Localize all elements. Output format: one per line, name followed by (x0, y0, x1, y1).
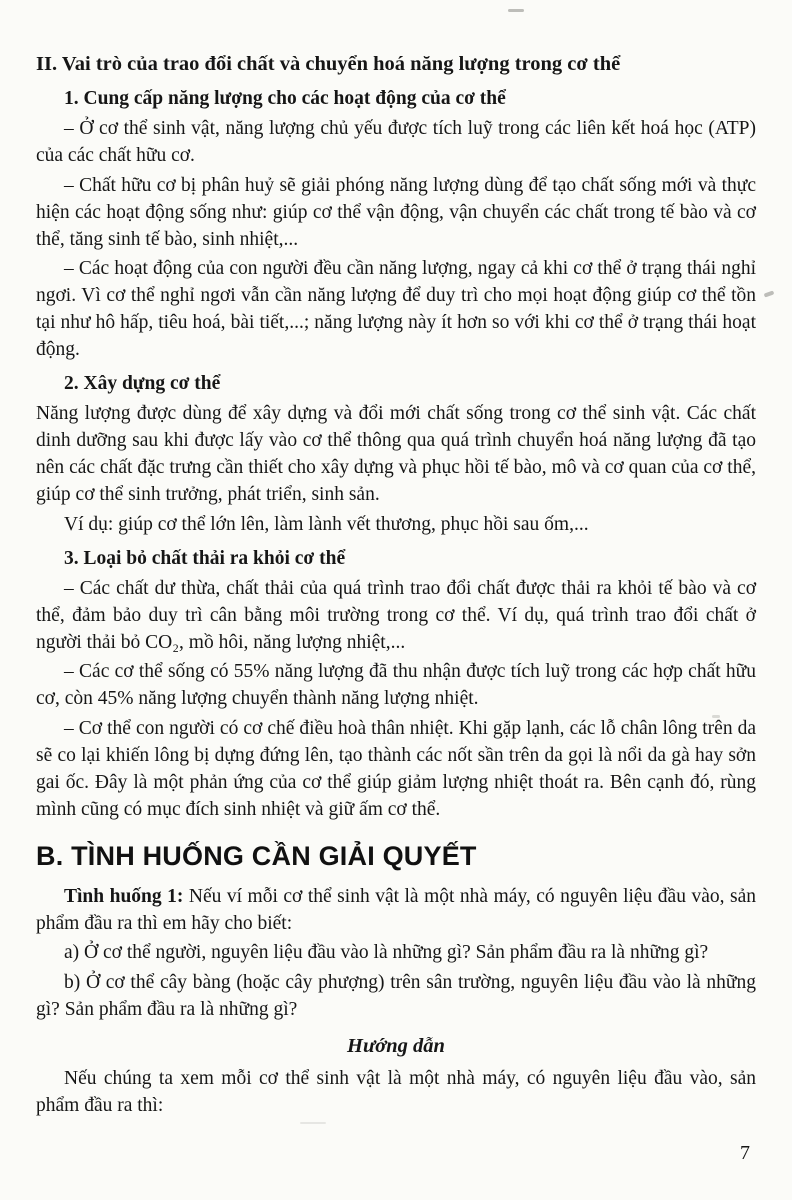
situation-1-text: Nếu ví mỗi cơ thể sinh vật là một nhà máy, có nguyên liệu đầu vào, sản phẩm đầu ra thì em hãy cho biết: (36, 885, 756, 934)
situation-1-label: Tình huống 1: (64, 885, 184, 907)
section-b-heading: B. TÌNH HUỐNG CẦN GIẢI QUYẾT (36, 840, 477, 871)
scan-artifact (508, 9, 524, 12)
subsection-3-heading: 3. Loại bỏ chất thải ra khỏi cơ thể (64, 547, 346, 569)
paragraph-s1-1: – Ở cơ thể sinh vật, năng lượng chủ yếu được tích luỹ trong các liên kết hoá học (ATP) của các chất hữu cơ. (36, 118, 756, 166)
scan-artifact (712, 715, 720, 718)
page-number: 7 (740, 1142, 750, 1164)
paragraph-s2-1: Năng lượng được dùng để xây dựng và đổi mới chất sống trong cơ thể sinh vật. Các chất dinh dưỡng sau khi được lấy vào cơ thể thông qua quá trình chuyển hoá năng lượng đã tạo nên các chất đặc trưng cần thiết cho xây dựng và phục hồi tế bào, mô và cơ quan của cơ thể, giúp cơ thể sinh trưởng, phát triển, sinh sản. (36, 403, 756, 505)
paragraph-s1-2: – Chất hữu cơ bị phân huỷ sẽ giải phóng năng lượng dùng để tạo chất sống mới và thực hiện các hoạt động sống như: giúp cơ thể vận động, vận chuyển các chất trong tế bào và cơ thể, tăng sinh tế bào, sinh nhiệt,... (36, 174, 756, 250)
guide-intro-paragraph: Nếu chúng ta xem mỗi cơ thể sinh vật là một nhà máy, có nguyên liệu đầu vào, sản phẩm đầu ra thì: (36, 1067, 756, 1116)
scan-artifact (300, 1122, 326, 1124)
question-b: b) Ở cơ thể cây bàng (hoặc cây phượng) trên sân trường, nguyên liệu đầu vào là những gì? Sản phẩm đầu ra là những gì? (36, 971, 756, 1020)
situation-1-paragraph (36, 883, 756, 937)
paragraph-s2-2: Ví dụ: giúp cơ thể lớn lên, làm lành vết thương, phục hồi sau ốm,... (64, 513, 589, 535)
paragraph-s1-3: – Các hoạt động của con người đều cần năng lượng, ngay cả khi cơ thể ở trạng thái nghỉ ngơi. Vì cơ thể nghỉ ngơi vẫn cần năng lượng để duy trì cho mọi hoạt động giúp cơ thể tồn tại như hô hấp, tiêu hoá, bài tiết,...; năng lượng này ít hơn so với khi cơ thể ở trạng thái hoạt động. (36, 258, 756, 360)
question-a: a) Ở cơ thể người, nguyên liệu đầu vào là những gì? Sản phẩm đầu ra là những gì? (64, 942, 709, 963)
paragraph-s3-2: – Các cơ thể sống có 55% năng lượng đã thu nhận được tích luỹ trong các hợp chất hữu cơ, còn 45% năng lượng chuyển thành năng lượng nhiệt. (36, 661, 756, 709)
subsection-2-heading: 2. Xây dựng cơ thể (64, 373, 221, 394)
section-ii-heading: II. Vai trò của trao đổi chất và chuyển hoá năng lượng trong cơ thể (36, 53, 621, 75)
subsection-1-heading: 1. Cung cấp năng lượng cho các hoạt động của cơ thể (64, 88, 506, 109)
paragraph-s3-3: – Cơ thể con người có cơ chế điều hoà thân nhiệt. Khi gặp lạnh, các lỗ chân lông trên da sẽ co lại khiến lông bị dựng đứng lên, tạo thành các nốt sần trên da gọi là nổi da gà hay sởn gai ốc. Đây là một phản ứng của cơ thể giúp giảm lượng nhiệt thoát ra. Bên cạnh đó, rùng mình cũng có mục đích sinh nhiệt và giữ ấm cơ thể. (36, 717, 756, 820)
paragraph-s3-1: – Các chất dư thừa, chất thải của quá trình trao đổi chất được thải ra khỏi tế bào và cơ thể, đảm bảo duy trì cân bằng môi trường trong cơ thể. Ví dụ, quá trình trao đổi chất ở người thải bỏ CO₂, mồ hôi, năng lượng nhiệt,... (36, 577, 756, 653)
guide-heading: Hướng dẫn (347, 1034, 445, 1057)
